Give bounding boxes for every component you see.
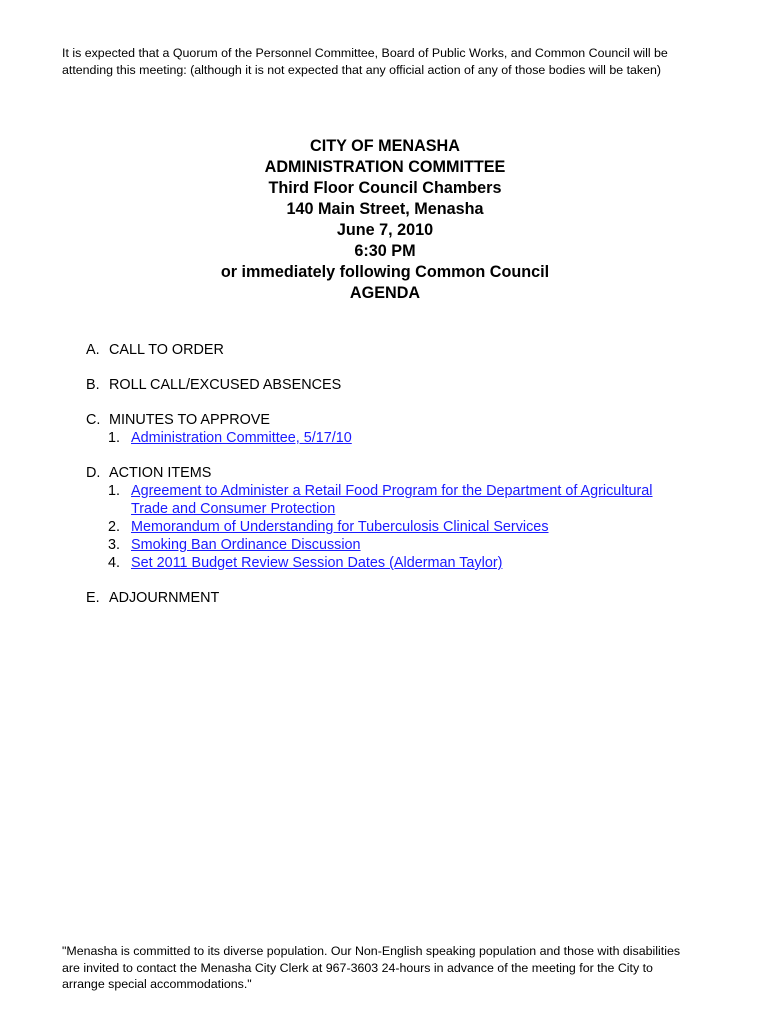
tuberculosis-mou-link[interactable]: Memorandum of Understanding for Tuberculosis Clinical Services xyxy=(131,519,549,535)
list-item xyxy=(86,482,726,518)
minutes-link-admin-committee[interactable]: Administration Committee, 5/17/10 xyxy=(131,430,352,446)
item-number: 4. xyxy=(108,555,121,571)
list-item xyxy=(86,429,726,447)
list-item xyxy=(86,536,726,554)
quorum-notice-line-1: It is expected that a Quorum of the Personnel Committee, Board of Public Works, and Common Council will be xyxy=(62,46,668,60)
section-letter: D. xyxy=(86,465,101,481)
section-title: MINUTES TO APPROVE xyxy=(109,412,271,428)
meeting-alt-time: or immediately following Common Council xyxy=(220,263,550,281)
link-line-2: Trade and Consumer Protection xyxy=(131,501,336,517)
committee-name: ADMINISTRATION COMMITTEE xyxy=(264,158,506,176)
section-letter: C. xyxy=(86,412,101,428)
section-title: ROLL CALL/EXCUSED ABSENCES xyxy=(109,377,342,393)
quorum-notice xyxy=(62,45,702,79)
document-type: AGENDA xyxy=(349,284,421,302)
action-items xyxy=(86,482,726,572)
section-adjournment xyxy=(86,589,726,607)
smoking-ban-link[interactable]: Smoking Ban Ordinance Discussion xyxy=(131,537,361,553)
link-line-1: Agreement to Administer a Retail Food Program for the Department of Agricultural xyxy=(131,483,653,499)
item-number: 1. xyxy=(108,430,121,446)
section-letter: A. xyxy=(86,342,100,358)
agenda-header xyxy=(0,136,770,304)
section-call-to-order xyxy=(86,341,726,359)
city-name: CITY OF MENASHA xyxy=(310,137,460,155)
accessibility-notice xyxy=(62,943,722,993)
minutes-items xyxy=(86,429,726,447)
retail-food-program-link[interactable] xyxy=(131,482,726,518)
item-number: 3. xyxy=(108,537,121,553)
section-letter: B. xyxy=(86,377,100,393)
list-item xyxy=(86,554,726,572)
section-title: ACTION ITEMS xyxy=(109,465,212,481)
list-item xyxy=(86,518,726,536)
section-action-items xyxy=(86,464,726,572)
section-letter: E. xyxy=(86,590,100,606)
section-title: ADJOURNMENT xyxy=(109,590,220,606)
item-number: 2. xyxy=(108,519,121,535)
accessibility-notice-line-3: arrange special accommodations." xyxy=(62,977,252,991)
section-minutes xyxy=(86,411,726,447)
budget-review-dates-link[interactable]: Set 2011 Budget Review Session Dates (Alderman Taylor) xyxy=(131,555,503,571)
accessibility-notice-line-2: are invited to contact the Menasha City Clerk at 967-3603 24-hours in advance of the meeting for the City to xyxy=(62,960,653,975)
section-roll-call xyxy=(86,376,726,394)
accessibility-notice-line-1: "Menasha is committed to its diverse population. Our Non-English speaking population and those with disabilities xyxy=(62,944,681,958)
quorum-notice-line-2: attending this meeting: (although it is not expected that any official action of any of those bodies will be taken) xyxy=(62,63,662,77)
agenda-list xyxy=(86,341,726,607)
section-title: CALL TO ORDER xyxy=(109,342,224,358)
meeting-location: Third Floor Council Chambers xyxy=(268,179,502,197)
meeting-date: June 7, 2010 xyxy=(336,221,434,239)
item-number: 1. xyxy=(108,483,121,499)
meeting-address: 140 Main Street, Menasha xyxy=(286,200,484,218)
meeting-time: 6:30 PM xyxy=(354,242,416,260)
